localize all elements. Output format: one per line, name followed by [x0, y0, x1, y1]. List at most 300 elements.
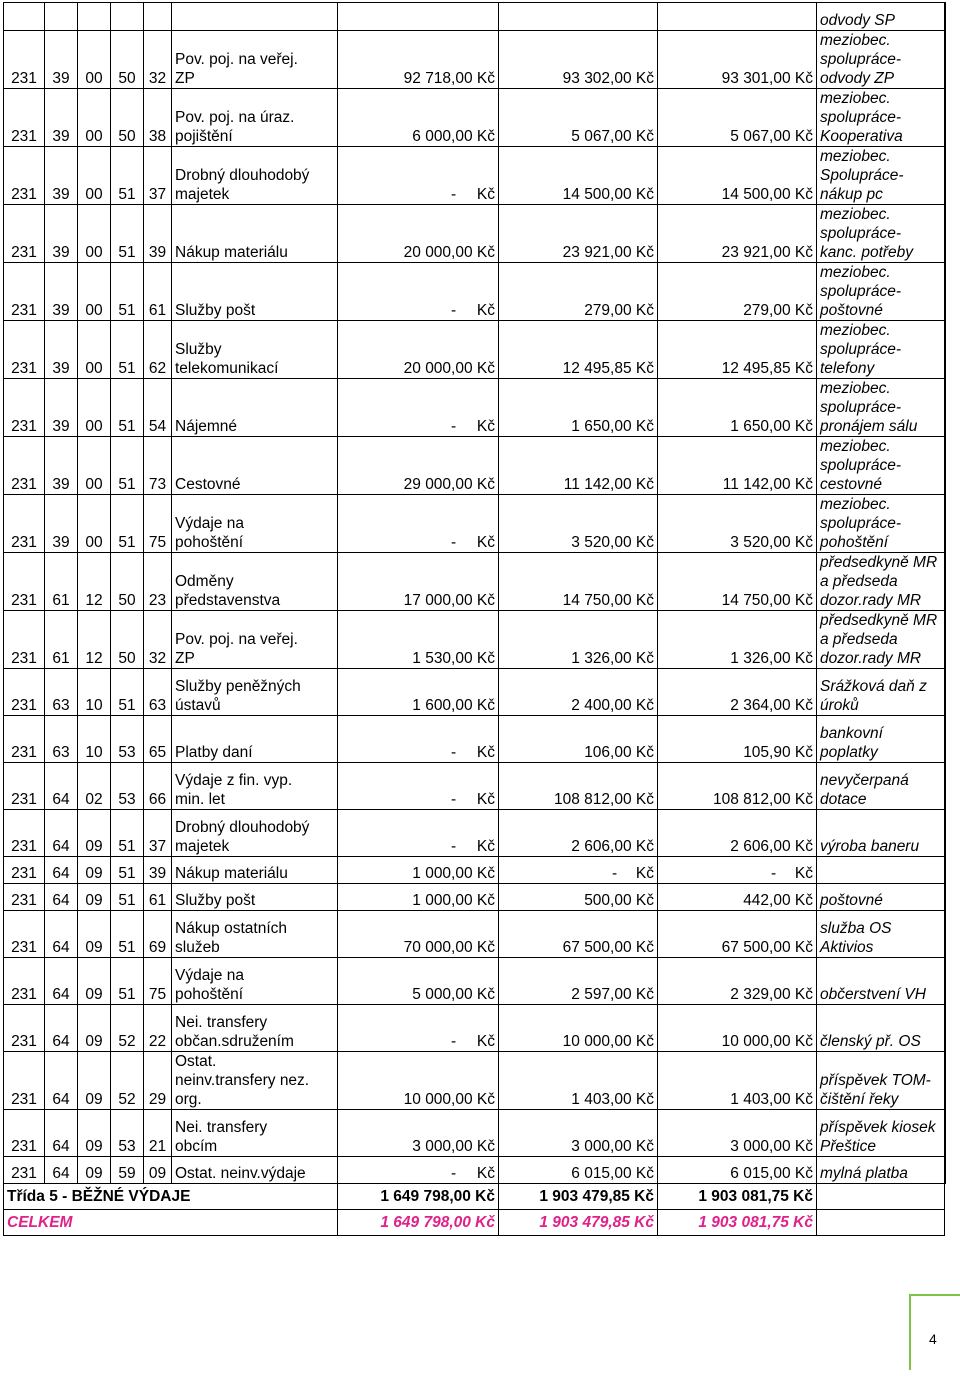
code-part-2: 63: [45, 669, 78, 716]
actual-amount: 6 015,00 Kč: [658, 1157, 817, 1184]
code-part-1: 231: [4, 1157, 45, 1184]
table-row: [4, 716, 945, 763]
budget-amount: 1 530,00 Kč: [338, 611, 499, 669]
code-part-5: 65: [144, 716, 172, 763]
code-part-1: 231: [4, 437, 45, 495]
item-note: mylná platba: [817, 1157, 945, 1184]
class-total-actual: 1 903 081,75 Kč: [658, 1184, 817, 1210]
code-part-1: 231: [4, 321, 45, 379]
dash-sign: -: [451, 186, 457, 203]
actual-amount: 3 520,00 Kč: [658, 495, 817, 553]
code-part-3: 09: [78, 810, 111, 857]
code-part-1: 231: [4, 379, 45, 437]
code-part-5: 09: [144, 1157, 172, 1184]
dash-sign: -: [451, 1033, 457, 1050]
code-part-5: 37: [144, 810, 172, 857]
code-part-2: 39: [45, 321, 78, 379]
item-note: občerstvení VH: [817, 958, 945, 1005]
code-part-1: 231: [4, 495, 45, 553]
budget-amount: 1 600,00 Kč: [338, 669, 499, 716]
class-total-label: Třída 5 - BĚŽNÉ VÝDAJE: [4, 1184, 338, 1210]
code-part-5: 61: [144, 884, 172, 911]
budget-amount: 1 000,00 Kč: [338, 857, 499, 884]
code-part-1: 231: [4, 716, 45, 763]
item-name: Pov. poj. na úraz. pojištění: [172, 89, 338, 147]
code-part-4: 51: [111, 884, 144, 911]
item-note: meziobec. spolupráce- Kooperativa: [817, 89, 945, 147]
dash-sign: -: [451, 302, 457, 319]
adjusted-amount: 1 326,00 Kč: [499, 611, 658, 669]
code-part-2: 64: [45, 1157, 78, 1184]
code-part-4: 51: [111, 147, 144, 205]
code-part-3: 00: [78, 205, 111, 263]
empty-amount: [341, 1164, 495, 1183]
code-part-4: 59: [111, 1157, 144, 1184]
code-part-1: 231: [4, 147, 45, 205]
table-row: [4, 958, 945, 1005]
item-name: Pov. poj. na veřej. ZP: [172, 611, 338, 669]
code-part-1: 231: [4, 611, 45, 669]
code-part-1: 231: [4, 1005, 45, 1052]
item-name: Služby peněžných ústavů: [172, 669, 338, 716]
item-note: meziobec. Spolupráce- nákup pc: [817, 147, 945, 205]
code-part-1: 231: [4, 31, 45, 89]
empty-amount: [341, 185, 495, 204]
table-row: [4, 321, 945, 379]
code-part-3: 00: [78, 379, 111, 437]
code-part-3: 00: [78, 495, 111, 553]
dash-sign: -: [451, 1165, 457, 1182]
code-part-4: 51: [111, 205, 144, 263]
blank-cell: [172, 3, 338, 31]
code-part-4: 51: [111, 379, 144, 437]
code-part-3: 09: [78, 884, 111, 911]
item-note: členský př. OS: [817, 1005, 945, 1052]
actual-amount: 67 500,00 Kč: [658, 911, 817, 958]
item-name: Služby pošt: [172, 263, 338, 321]
code-part-2: 64: [45, 884, 78, 911]
budget-amount: 17 000,00 Kč: [338, 553, 499, 611]
adjusted-amount: 14 500,00 Kč: [499, 147, 658, 205]
code-part-2: 39: [45, 205, 78, 263]
item-name: Pov. poj. na veřej. ZP: [172, 31, 338, 89]
code-part-3: 09: [78, 958, 111, 1005]
adjusted-amount: 108 812,00 Kč: [499, 763, 658, 810]
currency-label: Kč: [476, 418, 495, 435]
adjusted-amount: 5 067,00 Kč: [499, 89, 658, 147]
code-part-2: 64: [45, 1052, 78, 1110]
code-part-2: 64: [45, 857, 78, 884]
code-part-1: 231: [4, 1052, 45, 1110]
table-row: [4, 857, 945, 884]
code-part-3: 00: [78, 437, 111, 495]
adjusted-amount: 279,00 Kč: [499, 263, 658, 321]
currency-label: Kč: [476, 1165, 495, 1182]
top-note: odvody SP: [817, 3, 945, 31]
code-part-3: 09: [78, 1052, 111, 1110]
table-row: [4, 669, 945, 716]
actual-amount: 2 364,00 Kč: [658, 669, 817, 716]
item-note: služba OS Aktivios: [817, 911, 945, 958]
dash-sign: -: [451, 534, 457, 551]
item-note: bankovní poplatky: [817, 716, 945, 763]
item-name: Ostat. neinv.transfery nez. org.: [172, 1052, 338, 1110]
actual-amount: 1 650,00 Kč: [658, 379, 817, 437]
dash-sign: -: [451, 791, 457, 808]
table-footer: [4, 1184, 945, 1236]
code-part-5: 69: [144, 911, 172, 958]
currency-label: Kč: [476, 186, 495, 203]
blank-cell: [78, 3, 111, 31]
code-part-5: 73: [144, 437, 172, 495]
code-part-3: 00: [78, 31, 111, 89]
code-part-1: 231: [4, 263, 45, 321]
actual-amount: 10 000,00 Kč: [658, 1005, 817, 1052]
item-note: nevyčerpaná dotace: [817, 763, 945, 810]
dash-sign: -: [451, 418, 457, 435]
code-part-2: 39: [45, 437, 78, 495]
adjusted-amount: 14 750,00 Kč: [499, 553, 658, 611]
table-row: [4, 1005, 945, 1052]
code-part-4: 50: [111, 611, 144, 669]
code-part-3: 00: [78, 147, 111, 205]
table-row: [4, 763, 945, 810]
budget-amount: 5 000,00 Kč: [338, 958, 499, 1005]
item-name: Nákup ostatních služeb: [172, 911, 338, 958]
adjusted-amount: 23 921,00 Kč: [499, 205, 658, 263]
code-part-4: 51: [111, 437, 144, 495]
code-part-5: 61: [144, 263, 172, 321]
top-row: [4, 3, 945, 31]
table-row: [4, 1157, 945, 1184]
code-part-4: 51: [111, 669, 144, 716]
code-part-2: 63: [45, 716, 78, 763]
budget-amount: [338, 263, 499, 321]
item-name: Drobný dlouhodobý majetek: [172, 147, 338, 205]
code-part-1: 231: [4, 763, 45, 810]
code-part-4: 51: [111, 495, 144, 553]
empty-amount: [341, 417, 495, 436]
dash-sign: -: [451, 838, 457, 855]
code-part-5: 32: [144, 31, 172, 89]
code-part-1: 231: [4, 1110, 45, 1157]
budget-amount: [338, 1157, 499, 1184]
code-part-2: 64: [45, 810, 78, 857]
code-part-4: 51: [111, 263, 144, 321]
table-row: [4, 437, 945, 495]
grand-total-adjusted: 1 903 479,85 Kč: [499, 1210, 658, 1236]
blank-cell: [338, 3, 499, 31]
item-note: meziobec. spolupráce- pronájem sálu: [817, 379, 945, 437]
code-part-1: 231: [4, 958, 45, 1005]
actual-amount: 14 500,00 Kč: [658, 147, 817, 205]
code-part-5: 63: [144, 669, 172, 716]
currency-label: Kč: [476, 534, 495, 551]
code-part-5: 23: [144, 553, 172, 611]
table-row: [4, 1052, 945, 1110]
currency-label: Kč: [476, 302, 495, 319]
code-part-2: 39: [45, 89, 78, 147]
adjusted-amount: 11 142,00 Kč: [499, 437, 658, 495]
adjusted-amount: 2 597,00 Kč: [499, 958, 658, 1005]
code-part-5: 62: [144, 321, 172, 379]
code-part-2: 61: [45, 611, 78, 669]
item-note: meziobec. spolupráce- telefony: [817, 321, 945, 379]
table-body: [4, 3, 945, 1184]
code-part-2: 61: [45, 553, 78, 611]
adjusted-amount: 2 400,00 Kč: [499, 669, 658, 716]
adjusted-amount: 67 500,00 Kč: [499, 911, 658, 958]
item-name: Odměny představenstva: [172, 553, 338, 611]
actual-amount: 3 000,00 Kč: [658, 1110, 817, 1157]
grand-total-label: CELKEM: [4, 1210, 338, 1236]
code-part-4: 52: [111, 1052, 144, 1110]
actual-amount: 442,00 Kč: [658, 884, 817, 911]
page-number: 4: [929, 1331, 937, 1347]
code-part-5: 75: [144, 958, 172, 1005]
blank-cell: [45, 3, 78, 31]
grand-total-row: [4, 1210, 945, 1236]
budget-amount: [338, 716, 499, 763]
item-note: poštovné: [817, 884, 945, 911]
item-note: příspěvek TOM- čištění řeky: [817, 1052, 945, 1110]
blank-cell: [499, 3, 658, 31]
class-total-row: [4, 1184, 945, 1210]
adjusted-amount: 3 000,00 Kč: [499, 1110, 658, 1157]
code-part-3: 09: [78, 857, 111, 884]
budget-amount: 10 000,00 Kč: [338, 1052, 499, 1110]
item-note: meziobec. spolupráce- odvody ZP: [817, 31, 945, 89]
budget-amount: [338, 495, 499, 553]
table-row: [4, 553, 945, 611]
code-part-4: 53: [111, 1110, 144, 1157]
budget-amount: 1 000,00 Kč: [338, 884, 499, 911]
blank-cell: [817, 1184, 945, 1210]
item-name: Služby pošt: [172, 884, 338, 911]
code-part-3: 10: [78, 669, 111, 716]
actual-amount: 108 812,00 Kč: [658, 763, 817, 810]
item-name: Výdaje na pohoštění: [172, 495, 338, 553]
empty-amount: [341, 743, 495, 762]
table-row: [4, 89, 945, 147]
code-part-4: 52: [111, 1005, 144, 1052]
adjusted-amount: 12 495,85 Kč: [499, 321, 658, 379]
code-part-1: 231: [4, 669, 45, 716]
code-part-5: 21: [144, 1110, 172, 1157]
item-name: Cestovné: [172, 437, 338, 495]
item-name: Nájemné: [172, 379, 338, 437]
table-row: [4, 379, 945, 437]
grand-total-budget: 1 649 798,00 Kč: [338, 1210, 499, 1236]
code-part-3: 09: [78, 1157, 111, 1184]
table-row: [4, 205, 945, 263]
item-note: meziobec. spolupráce- poštovné: [817, 263, 945, 321]
table-row: [4, 31, 945, 89]
budget-amount: 70 000,00 Kč: [338, 911, 499, 958]
table-row: [4, 611, 945, 669]
code-part-5: 39: [144, 205, 172, 263]
item-name: Nákup materiálu: [172, 857, 338, 884]
dash-sign: -: [771, 865, 777, 882]
grand-total-actual: 1 903 081,75 Kč: [658, 1210, 817, 1236]
budget-amount: [338, 1005, 499, 1052]
item-note: předsedkyně MR a předseda dozor.rady MR: [817, 611, 945, 669]
code-part-1: 231: [4, 810, 45, 857]
code-part-4: 53: [111, 763, 144, 810]
table-row: [4, 911, 945, 958]
actual-amount: 14 750,00 Kč: [658, 553, 817, 611]
currency-label: Kč: [476, 838, 495, 855]
currency-label: Kč: [476, 791, 495, 808]
code-part-5: 54: [144, 379, 172, 437]
adjusted-amount: 500,00 Kč: [499, 884, 658, 911]
item-name: Nei. transfery občan.sdružením: [172, 1005, 338, 1052]
empty-amount: [341, 790, 495, 809]
code-part-5: 22: [144, 1005, 172, 1052]
item-name: Nákup materiálu: [172, 205, 338, 263]
budget-amount: 6 000,00 Kč: [338, 89, 499, 147]
code-part-3: 00: [78, 263, 111, 321]
item-name: Nei. transfery obcím: [172, 1110, 338, 1157]
currency-label: Kč: [476, 744, 495, 761]
blank-cell: [817, 1210, 945, 1236]
code-part-3: 02: [78, 763, 111, 810]
empty-amount: [661, 864, 813, 883]
code-part-5: 38: [144, 89, 172, 147]
blank-cell: [111, 3, 144, 31]
item-note: Srážková daň z úroků: [817, 669, 945, 716]
actual-amount: 93 301,00 Kč: [658, 31, 817, 89]
code-part-4: 51: [111, 857, 144, 884]
actual-amount: 23 921,00 Kč: [658, 205, 817, 263]
budget-amount: [338, 147, 499, 205]
table-row: [4, 1110, 945, 1157]
code-part-2: 64: [45, 911, 78, 958]
table-row: [4, 147, 945, 205]
blank-cell: [4, 3, 45, 31]
adjusted-amount: 1 650,00 Kč: [499, 379, 658, 437]
empty-amount: [341, 533, 495, 552]
blank-cell: [144, 3, 172, 31]
budget-amount: 29 000,00 Kč: [338, 437, 499, 495]
code-part-5: 29: [144, 1052, 172, 1110]
code-part-1: 231: [4, 857, 45, 884]
code-part-1: 231: [4, 205, 45, 263]
item-note: meziobec. spolupráce- pohoštění: [817, 495, 945, 553]
code-part-4: 51: [111, 911, 144, 958]
item-note: meziobec. spolupráce- cestovné: [817, 437, 945, 495]
budget-amount: [338, 810, 499, 857]
item-note: předsedkyně MR a předseda dozor.rady MR: [817, 553, 945, 611]
dash-sign: -: [451, 744, 457, 761]
currency-label: Kč: [794, 865, 813, 882]
code-part-4: 51: [111, 810, 144, 857]
item-name: Platby daní: [172, 716, 338, 763]
code-part-3: 09: [78, 911, 111, 958]
code-part-2: 39: [45, 147, 78, 205]
adjusted-amount: 93 302,00 Kč: [499, 31, 658, 89]
budget-amount: 20 000,00 Kč: [338, 205, 499, 263]
code-part-5: 75: [144, 495, 172, 553]
dash-sign: -: [612, 865, 618, 882]
currency-label: Kč: [476, 1033, 495, 1050]
blank-cell: [658, 3, 817, 31]
code-part-5: 39: [144, 857, 172, 884]
item-note: meziobec. spolupráce- kanc. potřeby: [817, 205, 945, 263]
code-part-1: 231: [4, 89, 45, 147]
code-part-2: 64: [45, 958, 78, 1005]
code-part-2: 64: [45, 1005, 78, 1052]
code-part-2: 39: [45, 263, 78, 321]
actual-amount: 11 142,00 Kč: [658, 437, 817, 495]
empty-amount: [502, 864, 654, 883]
item-name: Výdaje na pohoštění: [172, 958, 338, 1005]
code-part-4: 50: [111, 89, 144, 147]
actual-amount: 1 403,00 Kč: [658, 1052, 817, 1110]
actual-amount: 1 326,00 Kč: [658, 611, 817, 669]
table-row: [4, 495, 945, 553]
item-name: Drobný dlouhodobý majetek: [172, 810, 338, 857]
code-part-5: 37: [144, 147, 172, 205]
code-part-1: 231: [4, 884, 45, 911]
item-note: příspěvek kiosek Přeštice: [817, 1110, 945, 1157]
adjusted-amount: 10 000,00 Kč: [499, 1005, 658, 1052]
expenditure-table: [3, 2, 946, 1236]
code-part-2: 39: [45, 495, 78, 553]
code-part-4: 50: [111, 31, 144, 89]
code-part-2: 39: [45, 31, 78, 89]
item-note: výroba baneru: [817, 810, 945, 857]
code-part-4: 51: [111, 321, 144, 379]
code-part-3: 12: [78, 611, 111, 669]
adjusted-amount: 1 403,00 Kč: [499, 1052, 658, 1110]
budget-amount: 92 718,00 Kč: [338, 31, 499, 89]
item-name: Ostat. neinv.výdaje: [172, 1157, 338, 1184]
actual-amount: 2 606,00 Kč: [658, 810, 817, 857]
table-row: [4, 263, 945, 321]
code-part-5: 66: [144, 763, 172, 810]
actual-amount: 5 067,00 Kč: [658, 89, 817, 147]
adjusted-amount: [499, 857, 658, 884]
table-row: [4, 884, 945, 911]
code-part-3: 10: [78, 716, 111, 763]
item-name: Výdaje z fin. vyp. min. let: [172, 763, 338, 810]
code-part-1: 231: [4, 553, 45, 611]
code-part-3: 09: [78, 1005, 111, 1052]
code-part-2: 64: [45, 763, 78, 810]
adjusted-amount: 3 520,00 Kč: [499, 495, 658, 553]
code-part-4: 53: [111, 716, 144, 763]
adjusted-amount: 2 606,00 Kč: [499, 810, 658, 857]
currency-label: Kč: [635, 865, 654, 882]
code-part-3: 09: [78, 1110, 111, 1157]
code-part-3: 00: [78, 89, 111, 147]
code-part-4: 50: [111, 553, 144, 611]
actual-amount: 105,90 Kč: [658, 716, 817, 763]
adjusted-amount: 106,00 Kč: [499, 716, 658, 763]
code-part-3: 00: [78, 321, 111, 379]
budget-amount: 20 000,00 Kč: [338, 321, 499, 379]
code-part-5: 32: [144, 611, 172, 669]
item-name: Služby telekomunikací: [172, 321, 338, 379]
table-row: [4, 810, 945, 857]
empty-amount: [341, 837, 495, 856]
budget-amount: [338, 763, 499, 810]
code-part-2: 64: [45, 1110, 78, 1157]
empty-amount: [341, 301, 495, 320]
adjusted-amount: 6 015,00 Kč: [499, 1157, 658, 1184]
actual-amount: 12 495,85 Kč: [658, 321, 817, 379]
